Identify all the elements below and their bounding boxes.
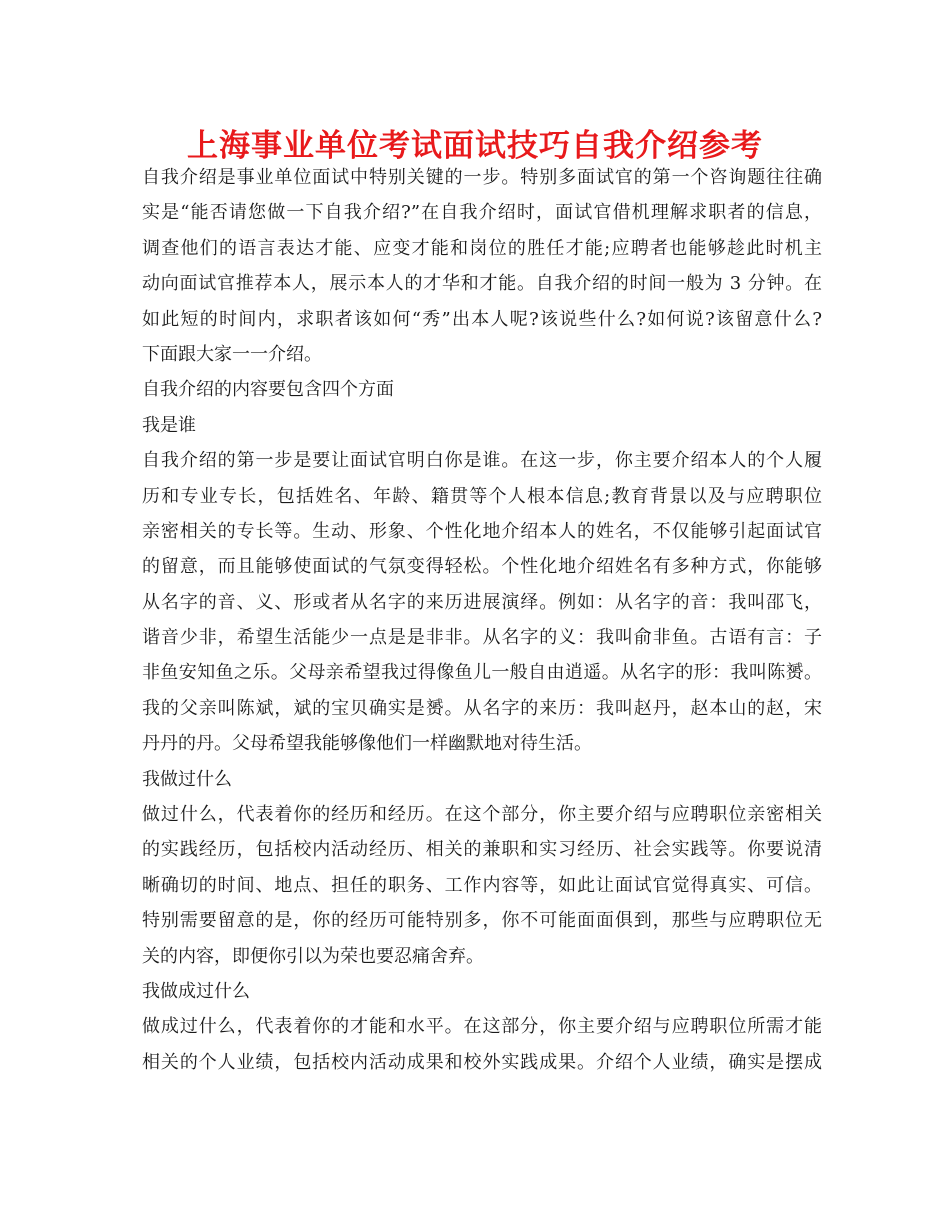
text-line: 亲密相关的专长等。生动、形象、个性化地介绍本人的姓名，不仅能够引起面试官 (142, 520, 822, 542)
text-line: 晰确切的时间、地点、担任的职务、工作内容等，如此让面试官觉得真实、可信。 (142, 874, 822, 896)
text-line: 关的内容，即便你引以为荣也要忍痛舍弃。 (142, 945, 484, 967)
text-line: 下面跟大家一一介绍。 (142, 343, 322, 365)
text-line: 丹丹的丹。父母希望我能够像他们一样幽默地对待生活。 (142, 733, 592, 755)
section-heading: 我做过什么 (142, 768, 232, 790)
text-line: 如此短的时间内，求职者该如何“秀”出本人呢?该说些什么?如何说?该留意什么? (142, 308, 822, 330)
text-line: 做过什么，代表着你的经历和经历。在这个部分，你主要介绍与应聘职位亲密相关 (142, 804, 822, 826)
text-line: 自我介绍的第一步是要让面试官明白你是谁。在这一步，你主要介绍本人的个人履 (142, 450, 822, 472)
text-line: 历和专业专长，包括姓名、年龄、籍贯等个人根本信息;教育背景以及与应聘职位 (142, 485, 822, 507)
text-line: 特别需要留意的是，你的经历可能特别多，你不可能面面俱到，那些与应聘职位无 (142, 910, 822, 932)
text-line: 的留意，而且能够使面试的气氛变得轻松。个性化地介绍姓名有多种方式，你能够 (142, 556, 822, 578)
text-line: 相关的个人业绩，包括校内活动成果和校外实践成果。介绍个人业绩，确实是摆成 (142, 1051, 822, 1073)
document-title: 上海事业单位考试面试技巧自我介绍参考 (187, 128, 763, 164)
text-line: 从名字的音、义、形或者从名字的来历进展演绎。例如：从名字的音：我叫邵飞， (142, 591, 822, 613)
text-line: 动向面试官推荐本人，展示本人的才华和才能。自我介绍的时间一般为 3 分钟。在 (142, 273, 822, 295)
text-line: 非鱼安知鱼之乐。父母亲希望我过得像鱼儿一般自由逍遥。从名字的形：我叫陈赟。 (142, 662, 822, 684)
text-line: 实是“能否请您做一下自我介绍?”在自我介绍时，面试官借机理解求职者的信息， (142, 202, 822, 224)
section-heading: 自我介绍的内容要包含四个方面 (142, 379, 394, 401)
text-line: 调查他们的语言表达才能、应变才能和岗位的胜任才能;应聘者也能够趁此时机主 (142, 237, 822, 259)
document-body (142, 160, 822, 1080)
text-line: 我的父亲叫陈斌，斌的宝贝确实是赟。从名字的来历：我叫赵丹，赵本山的赵，宋 (142, 697, 822, 719)
text-line: 自我介绍是事业单位面试中特别关键的一步。特别多面试官的第一个咨询题往往确 (142, 167, 822, 188)
section-heading: 我是谁 (142, 414, 196, 436)
text-line: 的实践经历，包括校内活动经历、相关的兼职和实习经历、社会实践等。你要说清 (142, 839, 822, 861)
section-heading: 我做成过什么 (142, 980, 250, 1002)
text-line: 做成过什么，代表着你的才能和水平。在这部分，你主要介绍与应聘职位所需才能 (142, 1016, 822, 1038)
text-line: 谐音少非，希望生活能少一点是是非非。从名字的义：我叫俞非鱼。古语有言：子 (142, 627, 822, 649)
